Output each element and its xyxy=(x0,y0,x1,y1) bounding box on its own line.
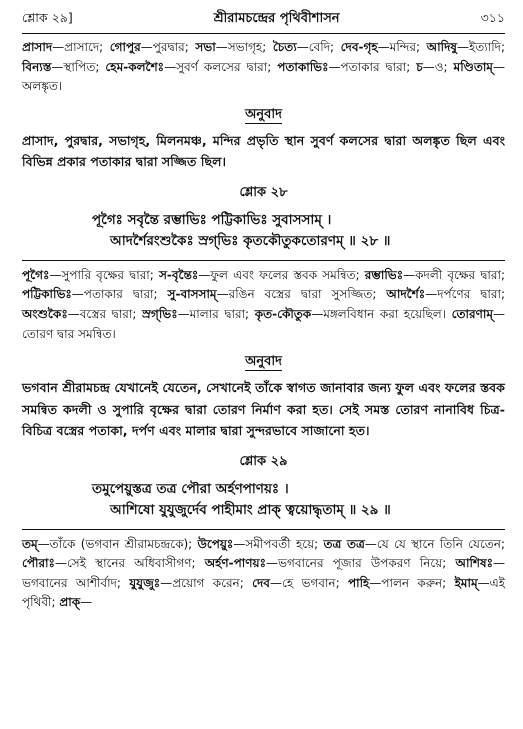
header-verse-ref: শ্লোক ২৯] xyxy=(22,10,73,25)
synonym-meaning: —তোরণ দ্বার সমন্বিত। xyxy=(22,306,505,341)
synonym-meaning: —স্থাপিত; xyxy=(51,59,106,74)
divider xyxy=(22,260,505,261)
synonym-meaning: —প্রাসাদে; xyxy=(52,40,110,54)
verse-heading-28: শ্লোক ২৮ xyxy=(239,184,288,200)
synonym-meaning: —ভগবানের আশীর্বাদ; xyxy=(22,556,506,590)
synonym-meaning: —পতাকার দ্বারা; xyxy=(71,287,168,302)
synonym-word: কৃত-কৌতুক xyxy=(254,306,312,321)
verse-heading-29: শ্লোক ২৯ xyxy=(239,453,288,469)
synonym-word: যুযুজুঃ xyxy=(129,575,161,590)
synonym-word: বিন্যস্ত xyxy=(22,59,52,74)
synonym-meaning: —সভাগৃহ; xyxy=(215,40,273,54)
synonym-word: দেব xyxy=(252,575,270,590)
synonym-meaning: — xyxy=(80,595,93,610)
synonym-meaning: —সমীপবর্তী হয়ে; xyxy=(233,536,324,551)
synonym-meaning: —হে ভগবান; xyxy=(269,575,348,590)
synonym-word: আদিষু xyxy=(426,40,457,54)
synonym-word: সু-বাসসাম্ xyxy=(167,287,217,302)
synonym-meaning: —ফুল এবং ফলের স্তবক সমন্বিত; xyxy=(198,267,365,282)
synonym-meaning: —যে যে স্থানে তিনি যেতেন; xyxy=(364,536,505,551)
synonym-word: দেব-গৃহ xyxy=(340,40,378,54)
synonym-meaning: —অলঙ্কৃত। xyxy=(22,59,505,94)
synonyms-block-28 xyxy=(22,266,505,344)
translation-heading-28: অনুবাদ xyxy=(245,354,282,370)
synonym-word: প্রাক্ xyxy=(59,595,81,610)
synonyms-block-29 xyxy=(22,535,505,613)
translation-text-27: প্রাসাদ, পুরদ্বার, সভাগৃহ, মিলনমঞ্চ, মন্দির প্রভৃতি স্থান সুবর্ণ কলসের দ্বারা অলঙ্কৃত ছিল এবং বিভিন্ন প্রকার পতাকার দ্বারা সজ্জিত ছিল। xyxy=(22,132,505,170)
synonym-meaning: —বেদি; xyxy=(296,40,341,54)
translation-text-28: ভগবান শ্রীরামচন্দ্র যেখানেই যেতেন, সেখানেই তাঁকে স্বাগত জানাবার জন্য ফুল এবং ফলের স্তবক সমন্বিত কদলী ও সুপারি বৃক্ষের দ্বারা তোরণ নির্মাণ করা হত। সেই সমস্ত তোরণ নানাবিধ চিত্র-বিচিত্র বস্ত্রের পতাকা, দর্পণ এবং মালার দ্বারা সুন্দরভাবে সাজানো হত। xyxy=(22,380,505,439)
synonym-word: আদর্শৈঃ xyxy=(386,287,426,302)
synonym-meaning: —পুরদ্বার; xyxy=(140,40,196,54)
verse-line-28-1: পূগৈঃ সবৃন্তৈ রম্ভাভিঃ পট্টিকাভিঃ সুবাসসাম্ । xyxy=(92,211,332,228)
verse-line-29-2: আশিষো যুযুজুর্দেব পাহীমাং প্রাক্ ত্বয়োদ্ধৃতাম্ ॥ ২৯ ॥ xyxy=(110,501,391,518)
synonym-word: সভা xyxy=(195,40,216,54)
synonym-word: অর্হণ-পাণয়ঃ xyxy=(204,556,267,571)
synonym-word: পতাকাভিঃ xyxy=(277,59,329,74)
synonym-meaning: —পালন করুন; xyxy=(369,575,455,590)
synonym-word: মণ্ডিতাম্ xyxy=(453,59,493,74)
synonym-word: তত্র তত্র xyxy=(323,536,365,551)
synonym-word: রম্ভাভিঃ xyxy=(364,267,404,282)
synonym-meaning: —কদলী বৃক্ষের দ্বারা; xyxy=(403,267,506,282)
synonym-meaning: —সেই স্থানের অধিবাসীগণ; xyxy=(54,556,205,571)
synonym-word: আশিষঃ xyxy=(455,556,494,571)
synonym-meaning: —পতাকার দ্বারা; xyxy=(328,59,417,74)
synonym-meaning: —মালার দ্বারা; xyxy=(177,306,255,321)
synonym-meaning: —মঙ্গলবিধান করা হয়েছিল। xyxy=(311,306,452,321)
synonym-meaning: —মন্দির; xyxy=(377,40,427,54)
synonym-word: পাহি xyxy=(347,575,370,590)
synonym-word: গোপুর xyxy=(109,40,141,54)
synonym-word: অংশুকৈঃ xyxy=(22,306,68,321)
synonym-meaning: —এই পৃথিবী; xyxy=(22,575,505,610)
header-page-number: ৩১১ xyxy=(480,10,505,25)
synonym-word: তম্ xyxy=(22,536,38,551)
synonym-word: পট্টিকাভিঃ xyxy=(22,287,72,302)
synonym-meaning: —সুবর্ণ কলসের দ্বারা; xyxy=(164,59,278,74)
verse-line-29-1: তমুপেয়ুস্তত্র তত্র পৌরা অর্হণপাণয়ঃ । xyxy=(92,480,289,497)
synonym-meaning: —রঙিন বস্ত্রের দ্বারা সুসজ্জিত; xyxy=(216,287,387,302)
synonym-word: প্রাসাদ xyxy=(22,40,53,54)
divider xyxy=(22,529,505,530)
synonym-word: ইমাম্ xyxy=(454,575,478,590)
header-chapter-title: শ্রীরামচন্দ্রের পৃথিবীশাসন xyxy=(213,11,340,26)
synonym-word: পৌরাঃ xyxy=(22,556,55,571)
synonym-meaning: —প্রয়োগ করেন; xyxy=(160,575,253,590)
synonym-meaning: —ও; xyxy=(422,59,454,74)
synonym-word: তোরণাম্ xyxy=(451,306,493,321)
synonym-word: স্রগ্‌ভিঃ xyxy=(142,306,178,321)
verse-line-28-2: আদর্শৈরংশুকৈঃ স্রগ্‌ভিঃ কৃতকৌতুকতোরণম্ ॥ ২৮ ॥ xyxy=(110,232,391,249)
synonym-word: হেম-কলশৈঃ xyxy=(105,59,165,74)
synonyms-block-27 xyxy=(22,38,505,97)
verse-text-29 xyxy=(22,479,505,521)
synonym-word: চ xyxy=(416,59,423,74)
synonym-word: স-বৃন্তৈঃ xyxy=(158,267,199,282)
synonym-word: উপেয়ুঃ xyxy=(197,536,234,551)
synonym-meaning: —বস্ত্রের দ্বারা; xyxy=(67,306,143,321)
synonym-meaning: —ইত্যাদি; xyxy=(457,40,505,54)
verse-text-28 xyxy=(22,210,505,252)
synonym-meaning: —সুপারি বৃক্ষের দ্বারা; xyxy=(49,267,159,282)
synonym-word: চৈত্য xyxy=(272,40,297,54)
synonym-meaning: —তাঁকে (ভগবান শ্রীরামচন্দ্রকে); xyxy=(37,536,198,551)
synonym-meaning: —দর্পণের দ্বারা; xyxy=(425,287,505,302)
synonym-word: পূগৈঃ xyxy=(22,267,50,282)
translation-heading-27: অনুবাদ xyxy=(245,106,282,122)
synonym-meaning: —ভগবানের পূজার উপকরণ নিয়ে; xyxy=(266,556,456,571)
running-header xyxy=(22,6,505,34)
